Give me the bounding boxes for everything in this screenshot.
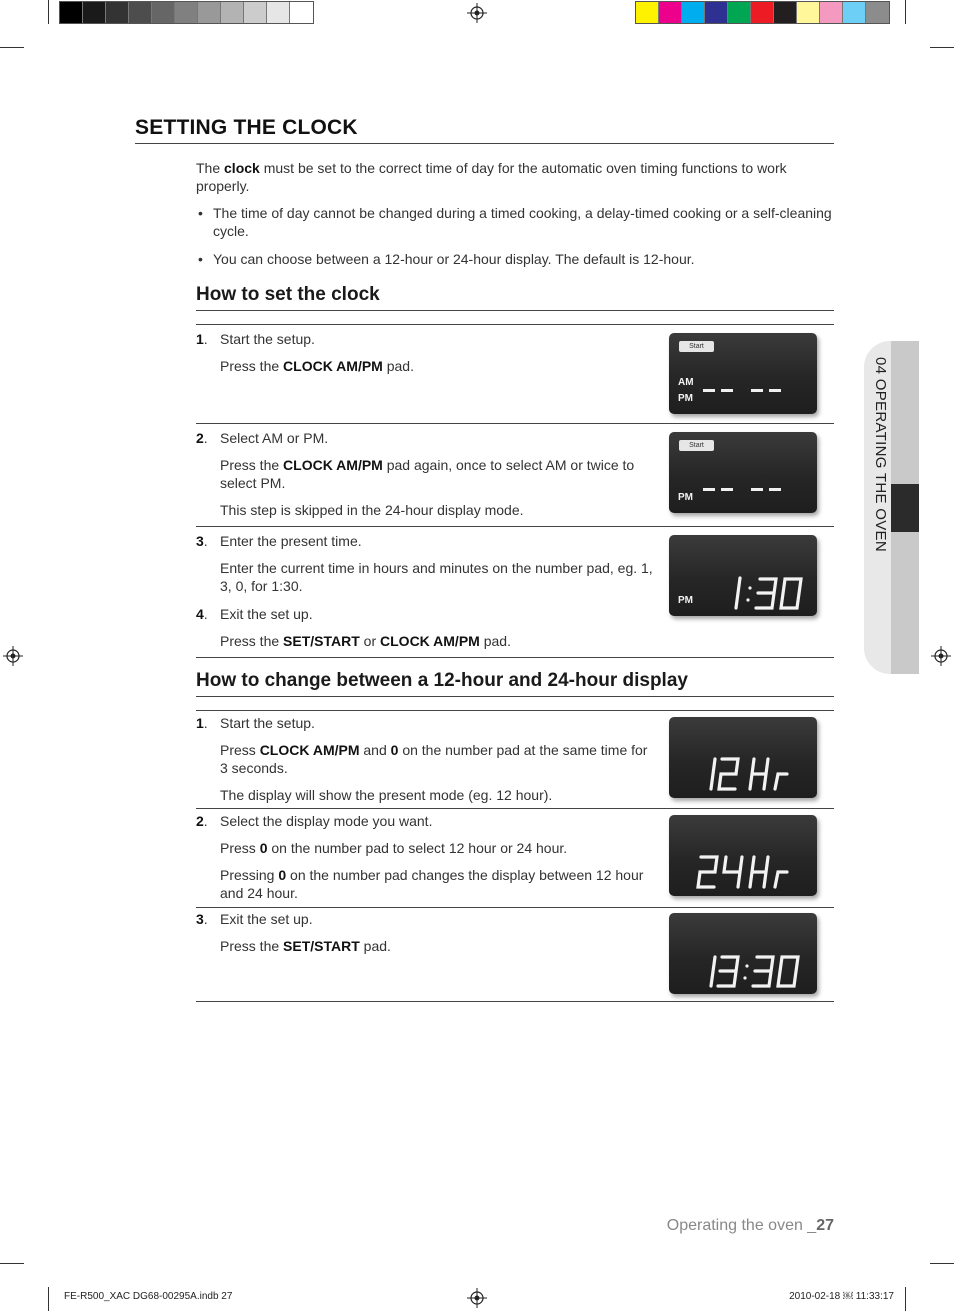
crop-mark	[930, 1263, 954, 1264]
oven-display-5	[669, 815, 817, 896]
color-swatch	[106, 2, 129, 23]
lcd-dashes	[701, 387, 785, 395]
crop-mark	[905, 1287, 906, 1311]
divider	[196, 710, 834, 711]
color-swatch	[244, 2, 267, 23]
color-swatch	[198, 2, 221, 23]
crop-mark	[0, 1263, 24, 1264]
color-swatch	[866, 2, 889, 23]
section-heading-set-clock: How to set the clock	[196, 284, 834, 311]
color-swatch	[751, 2, 774, 23]
page-title: SETTING THE CLOCK	[135, 116, 834, 144]
lcd-digits-1-30	[727, 575, 811, 611]
print-slug-file: FE-R500_XAC DG68-00295A.indb 27	[64, 1291, 233, 1302]
step-item: 3. Exit the set up. Press the SET/START pad.	[196, 911, 391, 954]
bullet-item: • You can choose between a 12-hour or 24-hour display. The default is 12-hour.	[198, 251, 695, 267]
pm-indicator: PM	[678, 595, 693, 606]
chapter-tab-label: 04 OPERATING THE OVEN	[872, 357, 889, 552]
divider	[196, 657, 834, 658]
intro-paragraph: The clock must be set to the correct time of day for the automatic oven timing functions to work properly.	[196, 160, 787, 194]
step-item: 1. Start the setup. Press CLOCK AM/PM and 0 on the number pad at the same time for 3 seconds. The display will show the present mode (eg. 12 hour).	[196, 715, 648, 803]
lcd-text-12-hr	[707, 755, 807, 793]
page-footer: Operating the oven _27	[666, 1217, 834, 1234]
divider	[196, 324, 834, 325]
grayscale-color-bar	[59, 1, 314, 24]
print-slug-date: 2010-02-18 ￼ 11:33:17	[789, 1291, 894, 1302]
am-indicator: AM	[678, 377, 694, 388]
lcd-text-24-hr	[695, 853, 805, 891]
divider	[196, 808, 834, 809]
bullet-item: • The time of day cannot be changed during a timed cooking, a delay-timed cooking or a self-cleaning cycle.	[198, 205, 832, 239]
color-swatch	[774, 2, 797, 23]
registration-mark-icon	[3, 646, 23, 666]
crop-mark	[0, 47, 24, 48]
divider	[196, 526, 834, 527]
pm-indicator: PM	[678, 393, 693, 404]
oven-display-6	[669, 913, 817, 994]
step-item: 3. Enter the present time. Enter the current time in hours and minutes on the number pad, eg. 1, 3, 0, for 1:30.	[196, 533, 653, 594]
step-item: 1. Start the setup. Press the CLOCK AM/PM pad.	[196, 331, 414, 374]
divider	[196, 907, 834, 908]
color-swatch	[728, 2, 751, 23]
step-item: 2. Select AM or PM. Press the CLOCK AM/PM pad again, once to select AM or twice to select PM. This step is skipped in the 24-hour display mode.	[196, 430, 635, 518]
process-color-bar	[635, 1, 890, 24]
color-swatch	[636, 2, 659, 23]
lcd-digits-13-30	[707, 953, 807, 989]
oven-display-4	[669, 717, 817, 798]
pm-indicator: PM	[678, 492, 693, 503]
crop-mark	[905, 0, 906, 24]
divider	[196, 1001, 834, 1002]
crop-mark	[930, 47, 954, 48]
color-swatch	[129, 2, 152, 23]
oven-display-2	[669, 432, 817, 513]
color-swatch	[267, 2, 290, 23]
crop-mark	[48, 0, 49, 24]
color-swatch	[290, 2, 313, 23]
oven-display-3	[669, 535, 817, 616]
registration-mark-icon	[467, 1288, 487, 1308]
divider	[196, 423, 834, 424]
step-item: 4. Exit the set up. Press the SET/START or CLOCK AM/PM pad.	[196, 606, 511, 649]
chapter-tab-marker	[891, 484, 919, 532]
registration-mark-icon	[467, 3, 487, 23]
step-item: 2. Select the display mode you want. Press 0 on the number pad to select 12 hour or 24 hour. Pressing 0 on the number pad changes the display between 12 hour and 24 hour.	[196, 813, 644, 901]
bullet-dot-icon: •	[198, 251, 203, 267]
color-swatch	[797, 2, 820, 23]
color-swatch	[682, 2, 705, 23]
crop-mark	[48, 1287, 49, 1311]
color-swatch	[221, 2, 244, 23]
bullet-dot-icon: •	[198, 205, 203, 221]
start-indicator: Start	[679, 440, 714, 451]
color-swatch	[705, 2, 728, 23]
color-swatch	[83, 2, 106, 23]
color-swatch	[152, 2, 175, 23]
color-swatch	[60, 2, 83, 23]
lcd-dashes	[701, 486, 785, 494]
page-number: 27	[816, 1217, 834, 1234]
color-swatch	[820, 2, 843, 23]
color-swatch	[843, 2, 866, 23]
color-swatch	[659, 2, 682, 23]
oven-display-1	[669, 333, 817, 414]
registration-mark-icon	[931, 646, 951, 666]
section-heading-change-display: How to change between a 12-hour and 24-hour display	[196, 670, 834, 697]
color-swatch	[175, 2, 198, 23]
start-indicator: Start	[679, 341, 714, 352]
